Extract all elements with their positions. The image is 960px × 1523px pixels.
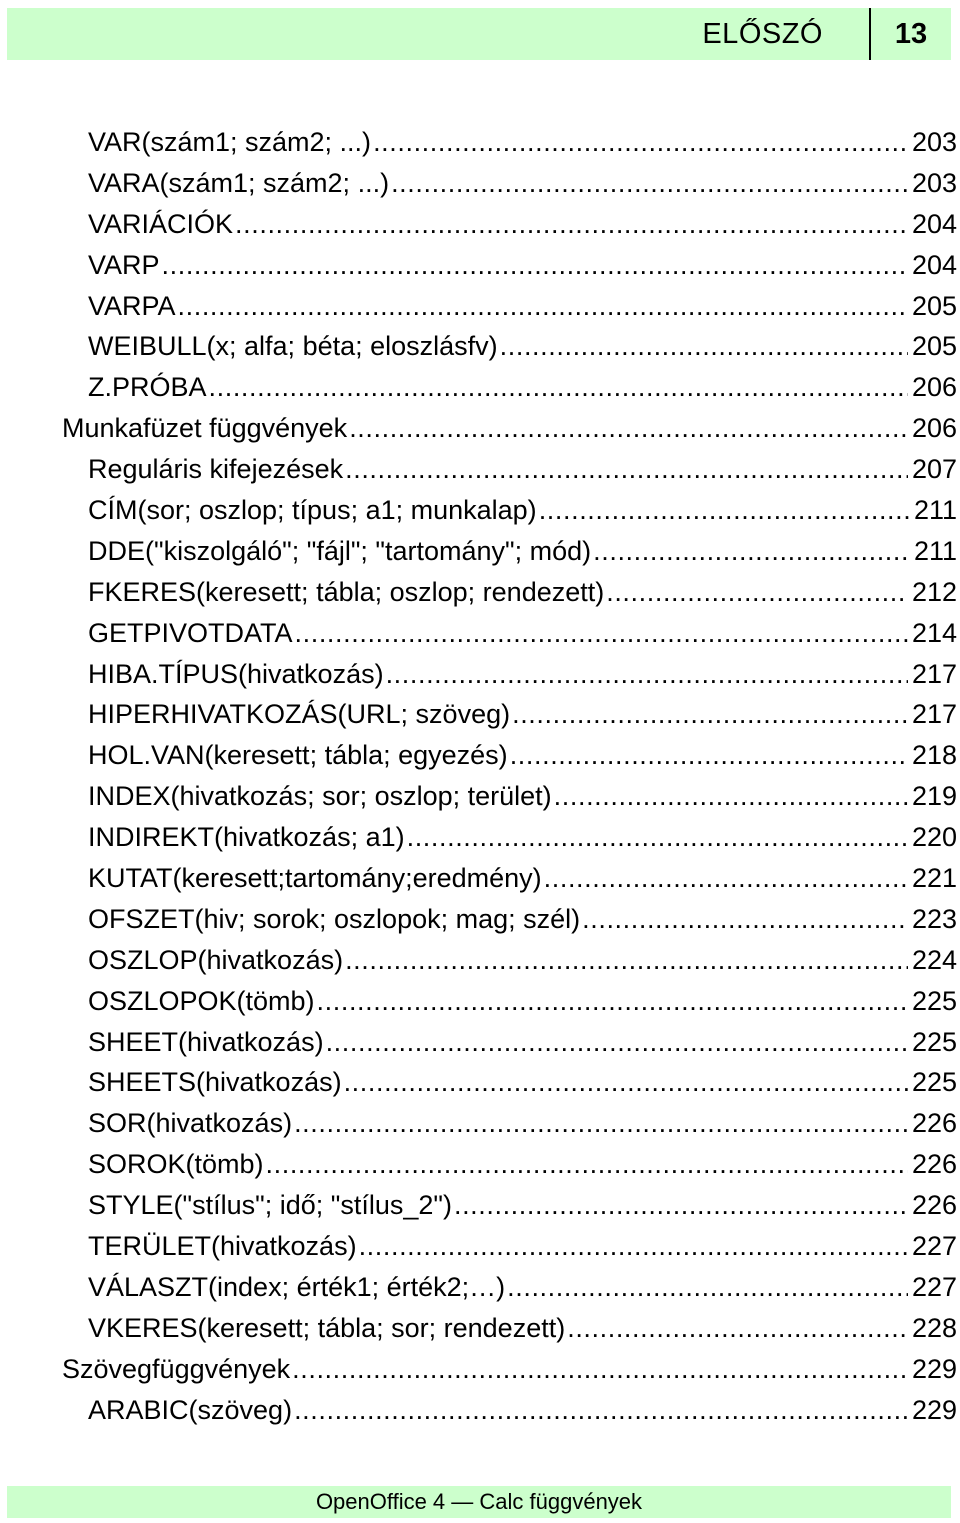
toc-entry-label: FKERES(keresett; tábla; oszlop; rendezett)	[88, 576, 605, 607]
toc-entry[interactable]	[0, 531, 960, 572]
toc-entry-label: KUTAT(keresett;tartomány;eredmény)	[88, 863, 542, 894]
toc-entry-label: INDEX(hivatkozás; sor; oszlop; terület)	[88, 781, 552, 812]
table-of-contents	[0, 122, 960, 1431]
toc-entry-page: 217	[911, 699, 957, 730]
toc-entry-page: 226	[911, 1190, 957, 1221]
toc-entry-page: 227	[911, 1231, 957, 1262]
toc-entry-label: DDE("kiszolgáló"; "fájl"; "tartomány"; mód)	[88, 535, 592, 566]
toc-entry-page: 205	[911, 331, 957, 362]
toc-entry[interactable]	[0, 1185, 960, 1226]
toc-dot-leader	[454, 1185, 908, 1225]
toc-entry[interactable]	[0, 245, 960, 286]
toc-entry[interactable]	[0, 735, 960, 776]
toc-entry-label: HIPERHIVATKOZÁS(URL; szöveg)	[88, 699, 511, 730]
toc-entry-page: 224	[911, 944, 957, 975]
toc-entry-page: 211	[913, 495, 957, 526]
toc-entry-label: VAR(szám1; szám2; ...)	[88, 127, 372, 157]
toc-entry-label: VARP	[88, 249, 160, 280]
toc-dot-leader	[373, 122, 908, 162]
footer-text: OpenOffice 4 ― Calc függvények	[315, 1489, 643, 1514]
toc-entry-page: 221	[911, 863, 957, 894]
toc-entry-label: TERÜLET(hivatkozás)	[88, 1231, 357, 1262]
toc-entry-page: 229	[911, 1394, 957, 1425]
toc-entry-label: ARABIC(szöveg)	[88, 1394, 293, 1425]
toc-entry-page: 203	[911, 127, 957, 157]
toc-entry-page: 205	[911, 290, 957, 321]
toc-entry[interactable]	[0, 1144, 960, 1185]
toc-dot-leader	[235, 204, 908, 244]
toc-entry-page: 206	[911, 372, 957, 403]
toc-entry-label: HIBA.TÍPUS(hivatkozás)	[88, 658, 384, 689]
toc-entry-page: 226	[911, 1149, 957, 1180]
toc-dot-leader	[386, 654, 908, 694]
toc-entry-page: 225	[911, 1026, 957, 1057]
toc-entry-label: OFSZET(hiv; sorok; oszlopok; mag; szél)	[88, 903, 581, 934]
toc-dot-leader	[407, 817, 908, 857]
toc-dot-leader	[345, 940, 908, 980]
toc-entry-label: STYLE("stílus"; idő; "stílus_2")	[88, 1190, 452, 1221]
toc-entry[interactable]	[0, 981, 960, 1022]
toc-dot-leader	[593, 531, 910, 571]
toc-entry[interactable]	[0, 1226, 960, 1267]
toc-entry[interactable]	[0, 1062, 960, 1103]
toc-dot-leader	[266, 1144, 908, 1184]
toc-entry[interactable]	[0, 490, 960, 531]
toc-dot-leader	[209, 367, 908, 407]
toc-entry-label: WEIBULL(x; alfa; béta; eloszlásfv)	[88, 331, 498, 362]
toc-entry-page: 228	[911, 1312, 957, 1343]
toc-dot-leader	[544, 858, 908, 898]
toc-entry[interactable]	[0, 858, 960, 899]
toc-entry-page: 225	[911, 1067, 957, 1098]
toc-entry-page: 204	[911, 249, 957, 280]
toc-dot-leader	[345, 449, 908, 489]
toc-entry[interactable]	[0, 449, 960, 490]
toc-dot-leader	[500, 326, 908, 366]
toc-entry[interactable]	[0, 817, 960, 858]
toc-entry-label: VARA(szám1; szám2; ...)	[88, 167, 390, 198]
page-number: 13	[894, 18, 928, 50]
toc-entry-label: OSZLOP(hivatkozás)	[88, 944, 344, 975]
toc-entry[interactable]	[0, 776, 960, 817]
toc-entry-label: OSZLOPOK(tömb)	[88, 985, 315, 1016]
toc-entry-label: VARIÁCIÓK	[88, 208, 234, 239]
toc-entry[interactable]	[0, 654, 960, 695]
toc-entry-label: Reguláris kifejezések	[88, 454, 344, 485]
toc-entry[interactable]	[0, 122, 960, 163]
toc-entry[interactable]	[0, 1022, 960, 1063]
page-header	[7, 8, 951, 60]
toc-entry-page: 219	[911, 781, 957, 812]
toc-dot-leader	[567, 1308, 908, 1348]
toc-dot-leader	[507, 1267, 908, 1307]
toc-dot-leader	[317, 981, 908, 1021]
toc-dot-leader	[349, 408, 908, 448]
toc-entry[interactable]	[0, 367, 960, 408]
toc-entry-page: 229	[911, 1353, 957, 1384]
toc-entry-page: 227	[911, 1271, 957, 1302]
toc-entry-page: 206	[911, 413, 957, 444]
toc-entry-label: SHEETS(hivatkozás)	[88, 1067, 342, 1098]
toc-dot-leader	[606, 572, 908, 612]
toc-entry[interactable]	[0, 694, 960, 735]
toc-entry-page: 217	[911, 658, 957, 689]
toc-entry-label: INDIREKT(hivatkozás; a1)	[88, 822, 405, 853]
toc-entry[interactable]	[0, 204, 960, 245]
toc-dot-leader	[512, 694, 908, 734]
toc-dot-leader	[344, 1062, 908, 1102]
toc-dot-leader	[295, 613, 908, 653]
toc-entry-page: 218	[911, 740, 957, 771]
toc-entry[interactable]	[0, 899, 960, 940]
toc-dot-leader	[292, 1349, 908, 1389]
toc-entry[interactable]	[0, 1349, 960, 1390]
toc-entry-label: VKERES(keresett; tábla; sor; rendezett)	[88, 1312, 566, 1343]
toc-entry-label: SOROK(tömb)	[88, 1149, 264, 1180]
toc-entry-label: HOL.VAN(keresett; tábla; egyezés)	[88, 740, 508, 771]
toc-entry[interactable]	[0, 163, 960, 204]
toc-dot-leader	[582, 899, 908, 939]
toc-entry-page: 220	[911, 822, 957, 853]
toc-dot-leader	[178, 286, 908, 326]
toc-entry[interactable]	[0, 1267, 960, 1308]
toc-entry[interactable]	[0, 940, 960, 981]
toc-dot-leader	[554, 776, 908, 816]
toc-dot-leader	[391, 163, 908, 203]
toc-entry-label: SOR(hivatkozás)	[88, 1108, 293, 1139]
toc-dot-leader	[294, 1103, 908, 1143]
page-footer	[7, 1486, 951, 1518]
toc-entry-page: 211	[913, 535, 957, 566]
toc-entry[interactable]	[0, 1103, 960, 1144]
toc-entry-label: Szövegfüggvények	[62, 1353, 291, 1384]
toc-entry-page: 214	[911, 617, 957, 648]
toc-entry-label: VARPA	[88, 290, 176, 321]
toc-entry-page: 212	[911, 576, 957, 607]
toc-dot-leader	[162, 245, 908, 285]
toc-entry-label: GETPIVOTDATA	[88, 617, 293, 648]
toc-dot-leader	[510, 735, 908, 775]
toc-dot-leader	[359, 1226, 908, 1266]
toc-entry[interactable]	[0, 326, 960, 367]
toc-entry[interactable]	[0, 1308, 960, 1349]
toc-entry-label: Munkafüzet függvények	[62, 413, 348, 444]
toc-entry-page: 203	[911, 167, 957, 198]
toc-entry-label: Z.PRÓBA	[88, 372, 207, 403]
toc-dot-leader	[294, 1390, 908, 1430]
toc-entry[interactable]	[0, 1390, 960, 1431]
toc-dot-leader	[326, 1022, 908, 1062]
toc-entry[interactable]	[0, 408, 960, 449]
chapter-title: ELŐSZÓ	[702, 18, 823, 50]
toc-entry[interactable]	[0, 613, 960, 654]
toc-entry-page: 223	[911, 903, 957, 934]
toc-entry-page: 207	[911, 454, 957, 485]
toc-entry-page: 226	[911, 1108, 957, 1139]
toc-entry[interactable]	[0, 286, 960, 327]
toc-entry-page: 204	[911, 208, 957, 239]
toc-entry-page: 225	[911, 985, 957, 1016]
toc-entry[interactable]	[0, 572, 960, 613]
toc-dot-leader	[539, 490, 910, 530]
toc-entry-label: VÁLASZT(index; érték1; érték2;…)	[88, 1271, 506, 1302]
toc-entry-label: SHEET(hivatkozás)	[88, 1026, 324, 1057]
toc-entry-label: CÍM(sor; oszlop; típus; a1; munkalap)	[88, 495, 537, 526]
